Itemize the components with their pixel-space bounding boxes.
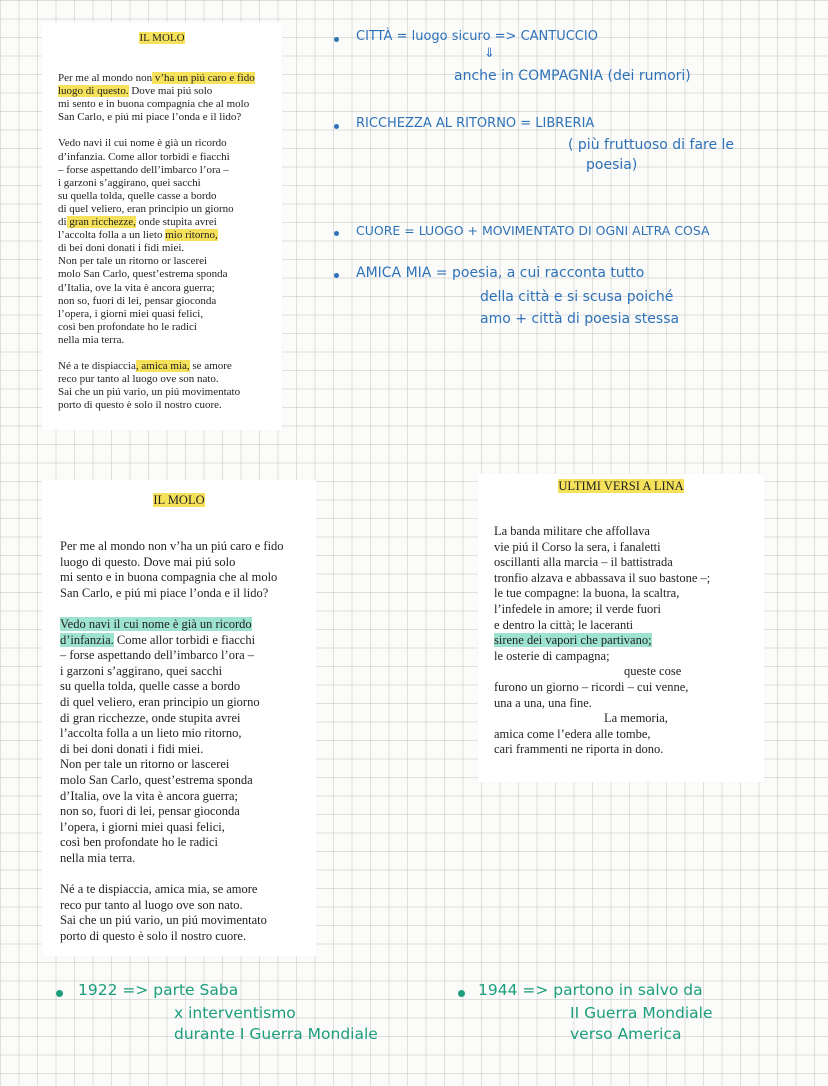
poem-line: molo San Carlo, quest’estrema sponda: [60, 772, 253, 787]
poem-line: d’Italia, ove la vita è ancora guerra;: [60, 788, 239, 803]
down-arrow-icon: ⇓: [484, 46, 495, 61]
poem-line: – forse aspettando dell’imbarco l’ora –: [58, 163, 229, 176]
poem-line: Per me al mondo non v’ha un piú caro e fido: [60, 539, 284, 553]
note-cuore: CUORE = LUOGO + MOVIMENTATO DI OGNI ALTRA COSA: [356, 223, 710, 238]
poem-line: luogo di questo. Dove mai piú solo: [58, 85, 213, 98]
bullet-icon: [334, 231, 339, 236]
poem-line: vie piú il Corso la sera, i fanaletti: [494, 539, 661, 554]
highlighted-text: , amica mia,: [135, 360, 190, 373]
note-prima-guerra: durante I Guerra Mondiale: [174, 1025, 378, 1043]
poem-line: di bei doni donati i fidi miei.: [58, 242, 185, 255]
poem-line: amica come l’edera alle tombe,: [494, 726, 651, 741]
poem-line: San Carlo, e piú mi piace l’onda e il lido?: [58, 111, 242, 124]
highlighted-text: Vedo navi il cui nome è già un ricordo: [60, 616, 252, 631]
stanza-gap: [60, 866, 284, 882]
poem-title: IL MOLO: [153, 493, 205, 507]
bullet-icon: [56, 990, 63, 997]
highlighted-text: v’ha un piú caro e fido: [152, 72, 255, 84]
poem-line: così ben profondate ho le radici: [58, 320, 197, 333]
poem-line: l’accolta folla a un lieto mio ritorno,: [60, 726, 242, 741]
poem-line: queste cose: [624, 664, 682, 679]
bullet-icon: [458, 990, 465, 997]
poem-line: così ben profondate ho le radici: [60, 835, 218, 850]
poem-line: d’infanzia. Come allor torbidi e fiacchi: [58, 150, 230, 163]
note-citta: CITTÀ = luogo sicuro => CANTUCCIO: [356, 29, 598, 44]
poem-card-ultimi-versi-a-lina: [478, 474, 764, 782]
bullet-icon: [334, 273, 339, 278]
poem-line: Non per tale un ritorno or lascerei: [58, 255, 208, 268]
note-amo-citta: amo + città di poesia stessa: [480, 311, 680, 327]
poem-line: di quel veliero, eran principio un giorno: [58, 202, 234, 215]
note-1944: 1944 => partono in salvo da: [478, 981, 703, 999]
poem-line: e dentro la città; le laceranti: [494, 617, 634, 632]
highlighted-text: mio ritorno,: [165, 229, 218, 242]
note-amica-mia: AMICA MIA = poesia, a cui racconta tutto: [356, 265, 645, 281]
poem-line: i garzoni s’aggirano, quei sacchi: [58, 176, 201, 189]
poem-line: su quella tolda, quelle casse a bordo: [60, 679, 241, 694]
poem-line: l’infedele in amore; il verde fuori: [494, 601, 661, 616]
highlighted-text: d’infanzia.: [60, 632, 114, 647]
poem-line: porto di questo è solo il nostro cuore.: [58, 399, 222, 412]
poem-line: le osterie di campagna;: [494, 648, 610, 663]
poem-line: l’accolta folla a un lieto mio ritorno,: [58, 229, 218, 242]
note-seconda-guerra: II Guerra Mondiale: [570, 1004, 713, 1022]
poem-line: molo San Carlo, quest’estrema sponda: [58, 268, 228, 281]
note-1922: 1922 => parte Saba: [78, 981, 239, 999]
bullet-icon: [334, 124, 339, 129]
poem-line: d’Italia, ove la vita è ancora guerra;: [58, 281, 215, 294]
poem-line: [494, 633, 710, 649]
poem-line: d’infanzia. Come allor torbidi e fiacchi: [60, 632, 256, 647]
poem-text: [60, 539, 284, 944]
poem-line: tronfio alzava e abbassava il suo bastone –;: [494, 570, 711, 585]
note-ricchezza: RICCHEZZA AL RITORNO = LIBRERIA: [356, 116, 595, 131]
note-citta-scusa: della città e si scusa poiché: [480, 289, 674, 305]
poem-line: su quella tolda, quelle casse a bordo: [58, 189, 217, 202]
poem-line: [60, 617, 284, 633]
poem-line: luogo di questo. Dove mai piú solo: [60, 554, 236, 569]
poem-title: ULTIMI VERSI A LINA: [558, 479, 684, 493]
poem-line: Vedo navi il cui nome è già un ricordo: [58, 137, 227, 150]
poem-line: nella mia terra.: [58, 333, 125, 346]
poem-line: reco pur tanto al luogo ove son nato.: [58, 373, 219, 386]
poem-line: Né a te dispiaccia, amica mia, se amore: [58, 360, 232, 373]
poem-card-il-molo-small: [42, 22, 282, 430]
poem-line: nella mia terra.: [60, 850, 136, 865]
poem-line: non so, fuori di lei, pensar gioconda: [58, 294, 217, 307]
note-interventismo: x interventismo: [174, 1004, 296, 1022]
poem-line: porto di questo è solo il nostro cuore.: [60, 928, 247, 943]
highlighted-text: luogo di questo.: [58, 85, 129, 98]
note-fruttuoso: ( più fruttuoso di fare le: [568, 137, 735, 153]
poem-line: Non per tale un ritorno or lascerei: [60, 757, 230, 772]
poem-line: Né a te dispiaccia, amica mia, se amore: [60, 882, 258, 897]
poem-line: di gran ricchezze, onde stupita avrei: [58, 216, 217, 229]
poem-line: San Carlo, e piú mi piace l’onda e il lido?: [60, 585, 269, 600]
poem-text: [494, 524, 710, 758]
poem-line: cari frammenti ne riporta in dono.: [494, 742, 664, 757]
poem-line: di gran ricchezze, onde stupita avrei: [60, 710, 241, 725]
poem-line: Sai che un piú vario, un piú movimentato: [60, 913, 267, 928]
poem-line: l’opera, i giorni miei quasi felici,: [58, 307, 204, 320]
stanza-gap: [58, 124, 255, 137]
stanza-gap: [58, 347, 255, 360]
poem-text: [58, 72, 255, 412]
stanza-gap: [60, 601, 284, 617]
poem-card-il-molo: [42, 480, 316, 956]
poem-line: – forse aspettando dell’imbarco l’ora –: [60, 648, 255, 663]
poem-line: le tue compagne: la buona, la scaltra,: [494, 586, 680, 601]
poem-line: La memoria,: [604, 711, 668, 726]
bullet-icon: [334, 37, 339, 42]
poem-line: furono un giorno – ricordi – cui venne,: [494, 679, 689, 694]
poem-line: La banda militare che affollava: [494, 524, 650, 538]
poem-line: oscillanti alla marcia – il battistrada: [494, 555, 673, 570]
poem-title: IL MOLO: [139, 32, 185, 44]
poem-line: non so, fuori di lei, pensar gioconda: [60, 804, 240, 819]
note-poesia: poesia): [586, 157, 638, 173]
highlighted-text: gran ricchezze,: [66, 216, 136, 229]
poem-line: mi sento e in buona compagnia che al molo: [58, 98, 250, 111]
note-america: verso America: [570, 1025, 682, 1043]
poem-line: di bei doni donati i fidi miei.: [60, 741, 204, 756]
poem-line: Per me al mondo non v’ha un piú caro e fido: [58, 72, 255, 84]
highlighted-text: sirene dei vapori che partivano;: [494, 633, 652, 648]
poem-line: reco pur tanto al luogo ove son nato.: [60, 897, 243, 912]
poem-line: Sai che un piú vario, un piú movimentato: [58, 386, 241, 399]
note-compagnia: anche in COMPAGNIA (dei rumori): [454, 68, 691, 84]
poem-line: i garzoni s’aggirano, quei sacchi: [60, 663, 223, 678]
poem-line: l’opera, i giorni miei quasi felici,: [60, 819, 225, 834]
poem-line: una a una, una fine.: [494, 695, 592, 710]
poem-line: mi sento e in buona compagnia che al molo: [60, 570, 278, 585]
poem-line: di quel veliero, eran principio un giorno: [60, 694, 260, 709]
